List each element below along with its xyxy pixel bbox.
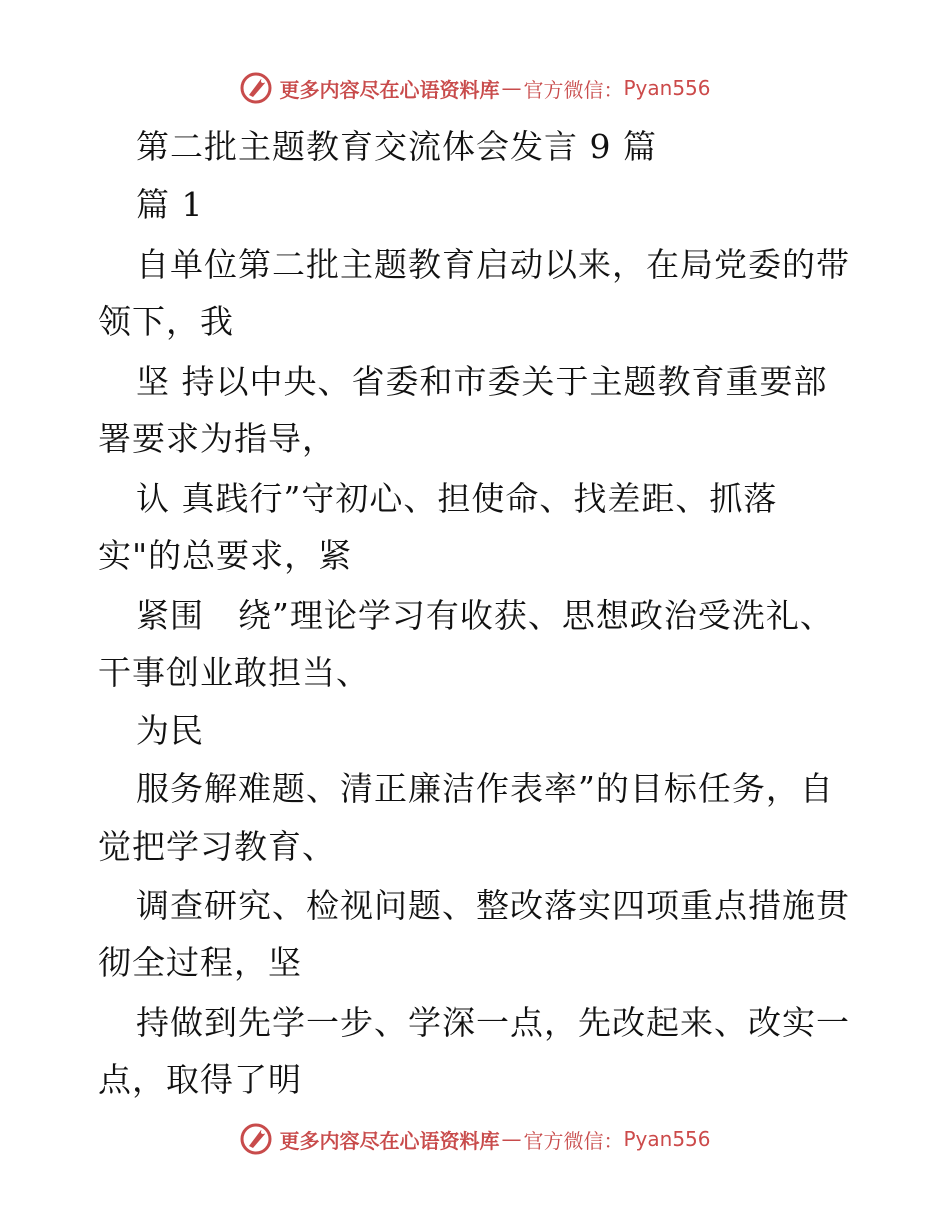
- paragraph-line: 服务解难题、清正廉洁作表率”的目标任务，自: [136, 769, 834, 808]
- paragraph-line: 彻全过程，坚: [98, 943, 302, 982]
- footer-watermark-banner: [0, 1117, 950, 1161]
- paragraph-line: 持做到先学一步、学深一点，先改起来、改实一: [136, 1003, 850, 1042]
- banner-wechat-id: Pyan556: [623, 76, 711, 100]
- paragraph-line: 干事创业敢担当、: [98, 653, 370, 692]
- paragraph-line: 紧围 绕”理论学习有收获、思想政治受洗礼、: [136, 596, 834, 635]
- pen-nib-logo-icon: [239, 1122, 273, 1156]
- paragraph-line: 认 真践行”守初心、担使命、找差距、抓落: [136, 479, 778, 518]
- header-watermark-banner: [0, 66, 950, 110]
- banner-main-text: 更多内容尽在心语资料库: [279, 77, 500, 102]
- paragraph-line: 点，取得了明: [98, 1060, 302, 1099]
- paragraph-line: 坚 持以中央、省委和市委关于主题教育重要部: [136, 362, 828, 401]
- banner-main-text: 更多内容尽在心语资料库: [279, 1128, 500, 1153]
- document-title: 第二批主题教育交流体会发言 9 篇: [136, 127, 657, 166]
- paragraph-line: 调查研究、检视问题、整改落实四项重点措施贯: [136, 886, 850, 925]
- paragraph-line: 实"的总要求，紧: [98, 536, 353, 575]
- banner-label: 官方微信：: [523, 77, 624, 102]
- banner-dash: —: [501, 76, 522, 100]
- paragraph-line: 为民: [136, 711, 204, 750]
- paragraph-line: 自单位第二批主题教育启动以来，在局党委的带: [136, 245, 850, 284]
- banner-dash: —: [501, 1127, 522, 1151]
- paragraph-line: 觉把学习教育、: [98, 827, 336, 866]
- pen-nib-logo-icon: [239, 71, 273, 105]
- banner-wechat-id: Pyan556: [623, 1127, 711, 1151]
- section-heading: 篇 1: [136, 185, 204, 224]
- banner-label: 官方微信：: [523, 1128, 624, 1153]
- paragraph-line: 署要求为指导，: [98, 419, 336, 458]
- paragraph-line: 领下，我: [98, 302, 234, 341]
